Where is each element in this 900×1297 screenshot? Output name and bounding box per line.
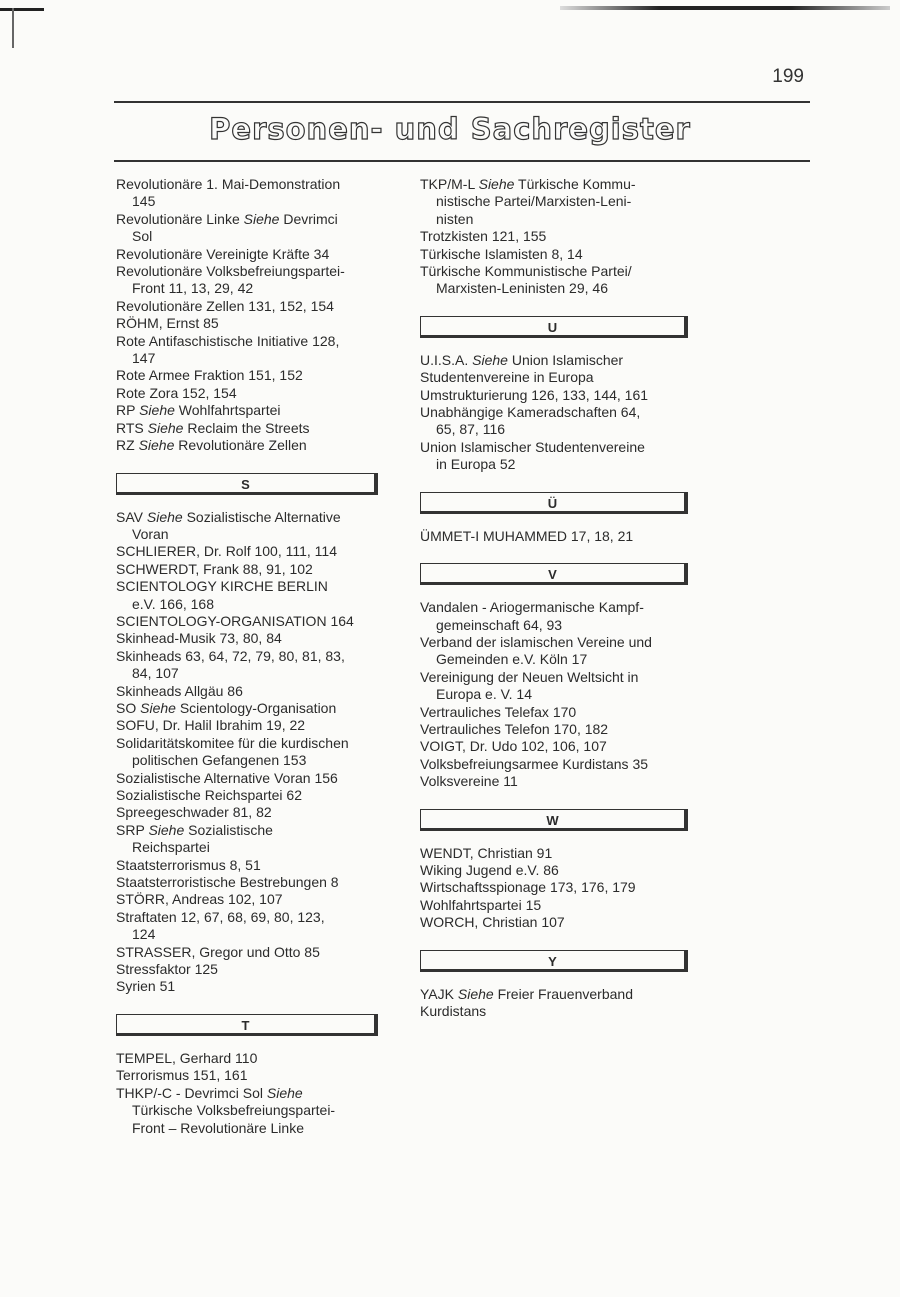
index-entry-text: nisten: [436, 210, 474, 227]
index-entry: [116, 700, 376, 717]
index-entry-text: SCHLIERER, Dr. Rolf 100, 111, 114: [116, 543, 337, 560]
index-letter-heading: Ü: [420, 492, 688, 514]
index-entry-text: Wohlfahrtspartei: [174, 402, 281, 419]
index-entry-text: Vertrauliches Telefax 170: [420, 703, 577, 720]
index-entry-text: Reclaim the Streets: [183, 419, 310, 436]
index-entry-text: ÜMMET-I MUHAMMED 17, 18, 21: [420, 527, 634, 544]
index-entry: [116, 1050, 376, 1067]
index-entry: [420, 986, 684, 1021]
index-entry-text: Trotzkisten 121, 155: [420, 228, 547, 245]
index-entry-text: Vandalen - Ariogermanische Kampf-: [420, 599, 644, 616]
index-entry-text: Syrien 51: [116, 978, 176, 995]
siehe-reference: Siehe: [457, 985, 494, 1002]
index-letter-heading: S: [116, 473, 378, 495]
index-entry: [420, 439, 684, 474]
siehe-reference: Siehe: [138, 437, 175, 454]
index-entry: [420, 704, 684, 721]
index-entry-text: Marxisten-Leninisten 29, 46: [436, 280, 608, 297]
index-entry-text: SO: [116, 699, 141, 716]
index-entry-text: Kurdistans: [420, 1003, 487, 1019]
index-entry: [116, 402, 376, 419]
index-entry-text: Wirtschaftsspionage 173, 176, 179: [420, 879, 636, 896]
index-entry: [116, 961, 376, 978]
index-entry-text: RZ: [116, 437, 139, 454]
index-entry-text: RÖHM, Ernst 85: [116, 315, 219, 332]
header-rule: [114, 160, 810, 162]
index-entry-text: Unabhängige Kameradschaften 64,: [420, 404, 641, 421]
index-entry-text: Rote Zora 152, 154: [116, 384, 237, 401]
index-entry-text: 65, 87, 116: [436, 421, 506, 438]
index-entry-text: Front 11, 13, 29, 42: [132, 280, 254, 297]
index-entry-text: SCIENTOLOGY-ORGANISATION 164: [116, 612, 354, 629]
index-entry-text: TKP/M-L: [420, 176, 479, 192]
index-entry-text: Revolutionäre 1. Mai-Demonstration: [116, 176, 341, 192]
index-entry-text: WORCH, Christian 107: [420, 914, 565, 931]
index-entry-text: e.V. 166, 168: [132, 595, 215, 612]
index-entry-text: gemeinschaft 64, 93: [436, 616, 563, 633]
siehe-reference: Siehe: [139, 402, 175, 419]
index-entry: [420, 263, 684, 298]
index-entry-text: in Europa 52: [436, 456, 516, 473]
index-entry-text: RP: [116, 402, 140, 419]
index-entry: [116, 770, 376, 787]
index-entry-text: Sol: [132, 228, 153, 245]
index-entry-text: Staatsterroristische Bestrebungen 8: [116, 874, 339, 891]
index-entry: [420, 387, 684, 404]
index-letter-heading: U: [420, 316, 688, 338]
index-entry: [420, 176, 684, 228]
index-entry-text: Türkische Kommu-: [514, 176, 636, 192]
index-entry-text: Union Islamischer: [507, 351, 624, 368]
index-entry-text: Terrorismus 151, 161: [116, 1067, 248, 1084]
index-entry-text: TEMPEL, Gerhard 110: [116, 1049, 258, 1066]
index-letter-heading: W: [420, 809, 688, 831]
index-entry-text: Union Islamischer Studentenvereine: [420, 438, 645, 455]
index-entry-text: Rote Armee Fraktion 151, 152: [116, 367, 303, 384]
index-entry: [116, 683, 376, 700]
index-entry-text: Sozialistische Alternative: [182, 508, 341, 525]
siehe-reference: Siehe: [478, 176, 515, 192]
index-entry: [116, 315, 376, 332]
siehe-reference: Siehe: [146, 508, 183, 525]
index-entry: [116, 420, 376, 437]
header-rule: [114, 101, 810, 103]
index-entry-text: Front – Revolutionäre Linke: [132, 1119, 304, 1136]
index-entry-text: SOFU, Dr. Halil Ibrahim 19, 22: [116, 717, 306, 734]
index-entry-text: Revolutionäre Zellen 131, 152, 154: [116, 297, 334, 314]
index-entry-text: Skinheads 63, 64, 72, 79, 80, 81, 83,: [116, 647, 345, 664]
index-entry-text: U.I.S.A.: [420, 351, 473, 368]
index-entry: [420, 599, 684, 634]
index-entry-text: Rote Antifaschistische Initiative 128,: [116, 332, 340, 349]
index-entry: [116, 543, 376, 560]
index-entry-text: 84, 107: [132, 665, 179, 682]
scan-edge-mark: [12, 8, 14, 48]
index-entry-text: STÖRR, Andreas 102, 107: [116, 891, 283, 908]
index-entry: [420, 228, 684, 245]
index-entry: [116, 857, 376, 874]
index-entry: [116, 613, 376, 630]
index-entry-text: Türkische Islamisten 8, 14: [420, 245, 583, 262]
index-entry: [116, 263, 376, 298]
index-entry: [420, 879, 684, 896]
index-entry-text: Sozialistische Reichspartei 62: [116, 787, 302, 803]
index-entry-text: Studentenvereine in Europa: [420, 369, 594, 386]
index-entry-text: Skinhead-Musik 73, 80, 84: [116, 630, 282, 647]
index-entry-text: Revolutionäre Zellen: [174, 437, 307, 454]
index-entry-text: Spreegeschwader 81, 82: [116, 804, 272, 821]
index-entry-text: Volksbefreiungsarmee Kurdistans 35: [420, 755, 649, 772]
index-entry-text: Voran: [132, 525, 169, 542]
index-entry: [116, 909, 376, 944]
index-entry: [420, 404, 684, 439]
index-entry-text: Wohlfahrtspartei 15: [420, 896, 542, 913]
siehe-reference: Siehe: [148, 821, 185, 838]
index-entry: [116, 874, 376, 891]
scan-edge-mark: [0, 8, 44, 11]
index-entry-text: Revolutionäre Vereinigte Kräfte 34: [116, 245, 330, 262]
index-entry: [420, 845, 684, 862]
index-entry-text: 147: [132, 350, 156, 367]
index-entry-text: Sozialistische: [184, 821, 273, 838]
siehe-reference: Siehe: [147, 419, 184, 436]
index-entry: [420, 669, 684, 704]
index-entry: [116, 333, 376, 368]
index-entry-text: politischen Gefangenen 153: [132, 752, 307, 769]
index-entry-text: Freier Frauenverband: [493, 985, 633, 1002]
index-entry: [116, 298, 376, 315]
index-entry-text: Revolutionäre Linke: [116, 210, 244, 227]
index-entry-text: Gemeinden e.V. Köln 17: [436, 651, 588, 668]
siehe-reference: Siehe: [140, 699, 176, 716]
index-entry-text: Staatsterrorismus 8, 51: [116, 856, 261, 873]
index-column-right: [420, 176, 684, 1020]
index-entry-text: Wiking Jugend e.V. 86: [420, 861, 559, 878]
siehe-reference: Siehe: [243, 210, 280, 227]
index-entry-text: Türkische Volksbefreiungspartei-: [132, 1102, 336, 1119]
index-entry-text: Türkische Kommunistische Partei/: [420, 263, 632, 280]
index-entry: [116, 648, 376, 683]
index-entry-text: Europa e. V. 14: [436, 686, 533, 703]
index-entry-text: Scientology-Organisation: [175, 699, 337, 716]
index-entry-text: 145: [132, 193, 156, 210]
index-entry-text: Reichspartei: [132, 839, 210, 856]
index-entry: [116, 822, 376, 857]
index-entry: [116, 385, 376, 402]
index-entry: [116, 630, 376, 647]
index-entry: [420, 914, 684, 931]
index-entry: [116, 176, 376, 211]
index-entry: [116, 578, 376, 613]
index-entry: [420, 862, 684, 879]
index-entry: [116, 804, 376, 821]
index-entry: [420, 773, 684, 790]
index-entry: [116, 509, 376, 544]
index-entry-text: SCHWERDT, Frank 88, 91, 102: [116, 560, 313, 577]
index-entry-text: YAJK: [420, 985, 458, 1002]
index-entry: [116, 735, 376, 770]
index-entry: [420, 897, 684, 914]
page-title: Personen- und Sachregister: [209, 112, 691, 146]
index-entry-text: Verband der islamischen Vereine und: [420, 633, 652, 650]
index-entry-text: Sozialistische Alternative Voran 156: [116, 769, 338, 786]
index-entry: [116, 891, 376, 908]
index-letter-heading: T: [116, 1014, 378, 1036]
index-entry-text: RTS: [116, 419, 148, 436]
index-entry-text: Volksvereine 11: [420, 773, 518, 790]
index-entry-text: Devrimci: [279, 210, 338, 227]
index-entry-text: nistische Partei/Marxisten-Leni-: [436, 193, 632, 210]
index-column-left: [116, 176, 376, 1137]
index-entry-text: STRASSER, Gregor und Otto 85: [116, 943, 320, 960]
index-entry-text: Revolutionäre Volksbefreiungspartei-: [116, 263, 345, 280]
index-entry-text: Vereinigung der Neuen Weltsicht in: [420, 668, 639, 685]
index-entry-text: WENDT, Christian 91: [420, 844, 553, 861]
index-entry: [420, 246, 684, 263]
siehe-reference: Siehe: [472, 351, 508, 368]
index-entry-text: Skinheads Allgäu 86: [116, 682, 243, 699]
index-entry-text: Stressfaktor 125: [116, 961, 218, 978]
index-entry: [116, 944, 376, 961]
page-number: 199: [772, 66, 804, 87]
scan-edge-mark: [560, 6, 890, 10]
index-letter-heading: V: [420, 563, 688, 585]
index-entry: [116, 437, 376, 454]
index-entry-text: Solidaritätskomitee für die kurdischen: [116, 734, 349, 751]
index-entry: [116, 561, 376, 578]
index-entry: [116, 211, 376, 246]
index-letter-heading: Y: [420, 950, 688, 972]
index-entry: [420, 634, 684, 669]
siehe-reference: Siehe: [266, 1084, 303, 1101]
index-entry-text: SCIENTOLOGY KIRCHE BERLIN: [116, 578, 328, 595]
index-entry: [420, 352, 684, 387]
index-entry: [116, 787, 376, 804]
index-entry-text: Straftaten 12, 67, 68, 69, 80, 123,: [116, 908, 325, 925]
index-entry-text: 124: [132, 926, 156, 943]
index-entry: [420, 756, 684, 773]
index-entry-text: Vertrauliches Telefon 170, 182: [420, 720, 609, 737]
index-entry-text: THKP/-C - Devrimci Sol: [116, 1084, 267, 1101]
index-entry-text: SAV: [116, 508, 147, 525]
index-entry: [116, 978, 376, 995]
index-entry: [116, 717, 376, 734]
index-entry: [420, 528, 684, 545]
index-entry: [420, 738, 684, 755]
index-entry-text: Umstrukturierung 126, 133, 144, 161: [420, 386, 649, 403]
index-entry: [420, 721, 684, 738]
index-entry: [116, 1067, 376, 1084]
index-entry: [116, 1085, 376, 1137]
index-entry: [116, 367, 376, 384]
index-entry: [116, 246, 376, 263]
index-entry-text: SRP: [116, 821, 149, 838]
index-entry-text: VOIGT, Dr. Udo 102, 106, 107: [420, 738, 607, 755]
